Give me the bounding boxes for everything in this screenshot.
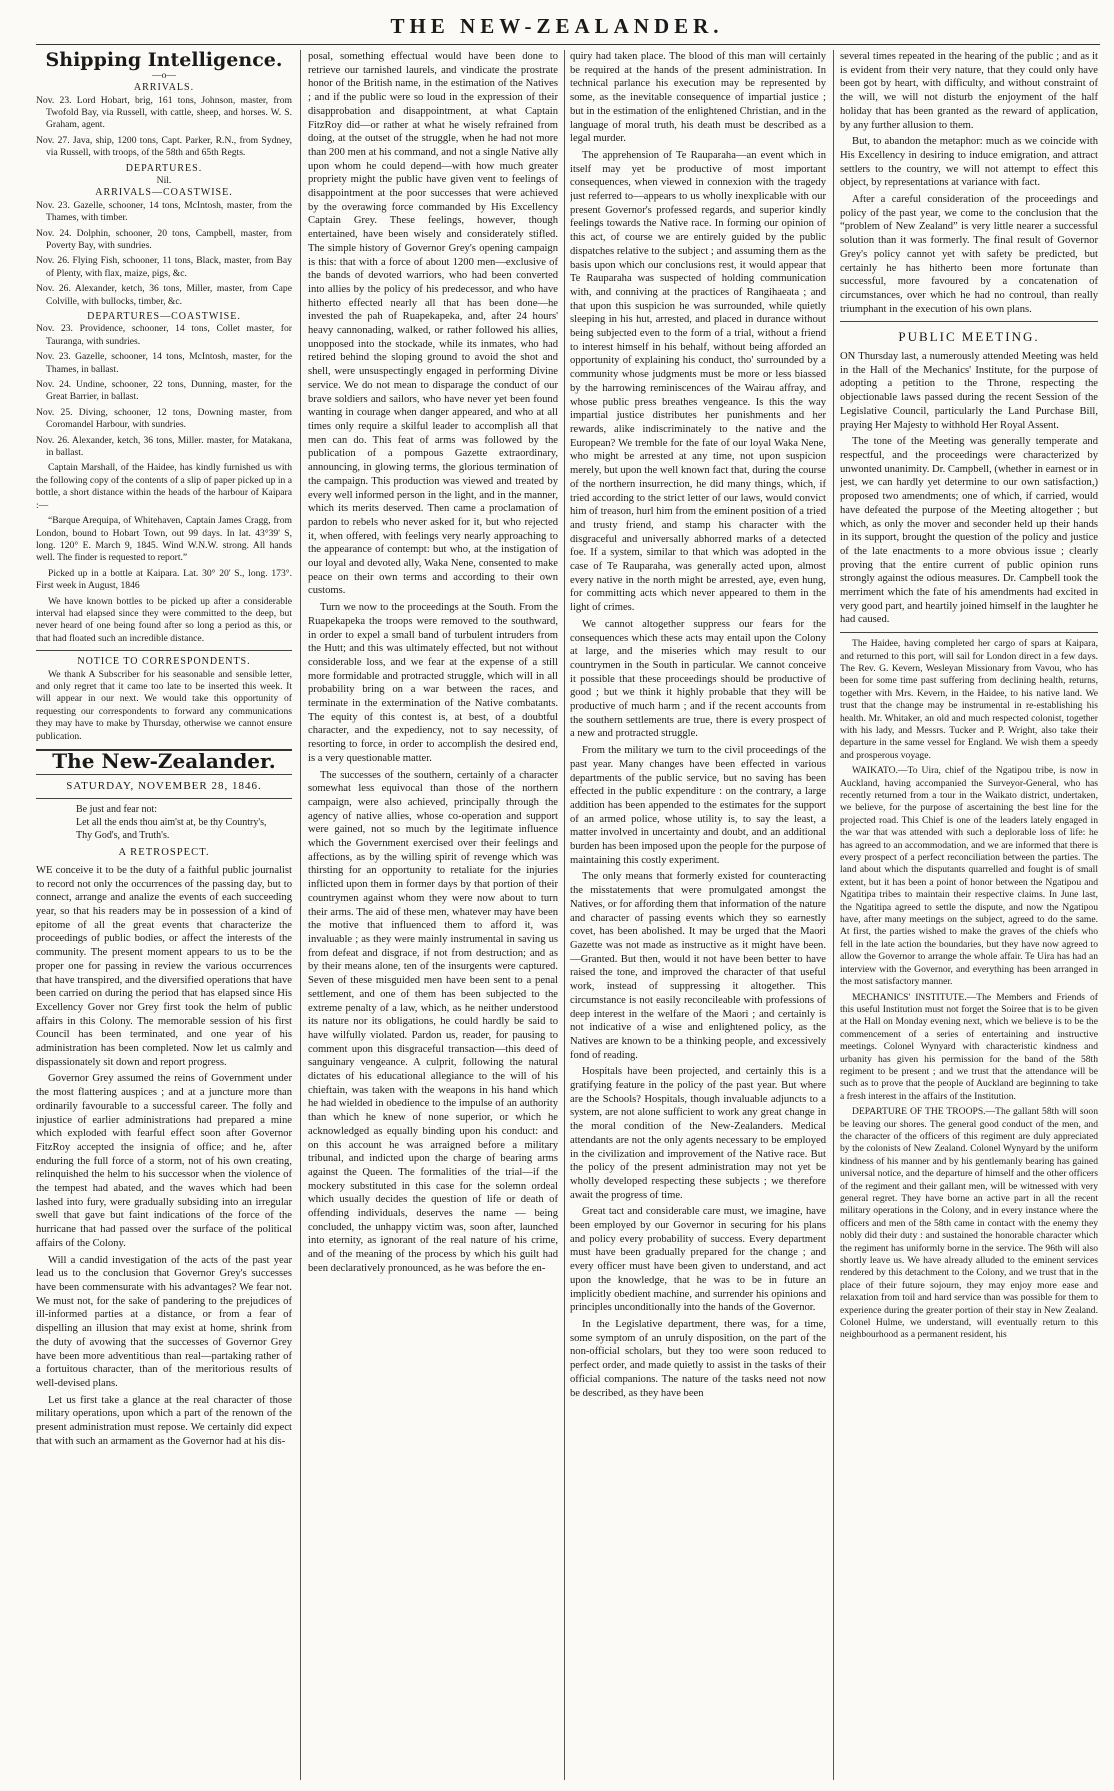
- news-item: The Haidee, having completed her cargo of spars at Kaipara, and returned to this port, will sail for London direct in a few days. The Rev. G. Kevern, Wesleyan Missionary from Vavou, who has been for some time past suffering from declining health, returns, together with Mrs. Kevern, in the Haidee, to his native land. We trust that the change may be instrumental in re-establishing his health. Mr. Whitaker, an old and much respected colonist, together with his lady, and Messrs. Tucker and P. Wright, also take their departure in the same vessel for England. We wish them a speedy and prosperous voyage.: [840, 638, 1098, 761]
- paper-title: The New-Zealander.: [52, 749, 276, 774]
- haidee-note: Captain Marshall, of the Haidee, has kindly furnished us with the following copy of the contents of a slip of paper picked up in a bottle, a short distance within the heads of the harbour of Kaipara :—: [36, 462, 292, 511]
- coastwise-departure-entry: Nov. 25. Diving, schooner, 12 tons, Downing master, from Coromandel Harbour, with sundries.: [36, 406, 292, 431]
- divider: [36, 774, 292, 775]
- departures-nil: Nil.: [156, 174, 172, 186]
- notice-heading: NOTICE TO CORRESPONDENTS.: [77, 656, 251, 668]
- coastwise-departure-entry: Nov. 24. Undine, schooner, 22 tons, Dunning, master, for the Great Barrier, in ballast.: [36, 379, 292, 403]
- coastwise-arrival-entry: Nov. 24. Dolphin, schooner, 20 tons, Campbell, master, from Poverty Bay, with sundries.: [36, 227, 292, 251]
- column-divider: [833, 50, 834, 1780]
- article-paragraph: WE conceive it to be the duty of a faithful public journalist to record not only the occurrences of the passing day, but to connect, arrange and analize the events of each succeeding year, so that his readers may be in possession of a kind of epitome of all the great events that characterize the proceedings of public bodies, or affect the interests of the community. The present moment appears to us to be the proper one for passing in review the various occurrences that have transpired, and the diversified operations that have been carried on during the period that has elapsed since His Excellency Gover nor Grey first took the helm of public affairs in this Colony. The memorable session of his first Council has been terminated, and one year of his administration has been completed. Now let us calmly and dispassionately sit down and report progress.: [36, 864, 292, 1068]
- dateline: SATURDAY, NOVEMBER 28, 1846.: [66, 779, 262, 792]
- article-paragraph: Let us first take a glance at the real character of those military operations, upon which a part of the renown of the present administration must repose. We certainly did expect that with such an armament as the Governor had at his dis-: [36, 1394, 292, 1447]
- coastwise-departure-entry: Nov. 23. Gazelle, schooner, 14 tons, McIntosh, master, for the Thames, in ballast.: [36, 351, 292, 375]
- motto-line: Be just and fear not:: [76, 804, 158, 816]
- motto-line: Let all the ends thou aim'st at, be thy Country's,: [76, 817, 267, 829]
- column-4: [840, 50, 1098, 1780]
- article-paragraph: posal, something effectual would have been done to retrieve our tarnished laurels, and vindicate the prostrate honor of the British name, in the estimation of the Natives ; and if the public were so loud in the expression of their disapprobation and disappointment, at what Captain FitzRoy did—or rather at what he wisely refrained from doing, at the outset of the struggle, when he had not more than 200 men at his command, and not a single Native ally upon whom he could depend—with how much greater propriety might the public have given vent to feelings of disappointment at the poor successes that were achieved by the overawing force commanded by His Excellency Captain Grey. These feelings, however, though entertained, have been wisely and considerately stifled. The simple history of Governor Grey's opening campaign is this: that with a force of about 1200 men—exclusive of the bands of devoted warriors, who had been converted into allies by the policy of his predecessor, and who have hitherto effected nearly all that has been done—he invested the pah of Ruapekapeka, and, after 24 hours' heavy cannonading, walked, or rather followed his allies, unopposed into the stockade, while its inmates, who had retired behind the sloping ground to avoid the shot and shell, were unsuspectingly engaged in performing Divine service. We do not mean to disparage the conduct of our brave soldiers and sailors, who have never yet been found wanting in courage when danger appeared, and who at all times only require a skilful leader to accomplish all that men can do. This feat of arms was followed by the publication of a pompous Gazette extraordinary, announcing, in glowing terms, the glorious termination of the campaign. This production was viewed and treated by every well informed person in the light, and in the manner, which its merits deserved. Then came a proclamation of pardon to rebels who never asked for it, but who rejected it, when offered, with feelings very nearly approaching to the appearance of contempt: but who, at the instigation of our loyal and devoted ally, Waka Nene, consented to make peace on their own terms and according to their own customs.: [308, 51, 558, 597]
- coastwise-arrival-entry: Nov. 26. Alexander, ketch, 36 tons, Miller, master, from Cape Colville, with bullocks, timber, &c.: [36, 283, 292, 307]
- divider: [840, 321, 1098, 322]
- arrival-entry: Nov. 23. Lord Hobart, brig, 161 tons, Johnson, master, from Twofold Bay, via Russell, with cattle, sheep, and horses. W. S. Graham, agent.: [36, 94, 292, 131]
- article-paragraph: Great tact and considerable care must, we imagine, have been employed by our Governor in securing for his plans and policy every probability of success. Every department must have been gradually prepared for the change ; and every officer must have been given to understand, and act upon the knowledge, that he was to be in future an implicitly obedient machine, and surrender his opinions and principles unconditionally into the hands of the Governor.: [570, 1206, 826, 1314]
- article-paragraph: In the Legislative department, there was, for a time, some symptom of an unruly disposition, on the part of the non-official scholars, but they too were soon reduced to perfect order, and made quietly to assist in the tasks of their official companions. The nature of the tasks need not now be described, as they have been: [570, 1318, 826, 1399]
- column-3: [570, 50, 826, 1780]
- article-paragraph: Turn we now to the proceedings at the South. From the Ruapekapeka the troops were removed to the southward, in order to expel a small band of turbulent intruders from the Hutt; and this was ultimately effected, but not without considerable loss, and we fear at the expense of a still more formidable and protracted struggle, which will in all probability bring on a war between the races, and terminate in the extermination of the Native combatants. The equity of this contest is, at best, of a doubtful character, and the expediency, not to say necessity, of resorting to force, in order to accomplish the desired end, is a very questionable matter.: [308, 602, 558, 764]
- bottle-found: Picked up in a bottle at Kaipara. Lat. 30° 20' S., long. 173°. First week in August, 1846: [36, 567, 292, 592]
- masthead: THE NEW-ZEALANDER.: [390, 14, 724, 38]
- coastwise-departures-label: DEPARTURES—COASTWISE.: [87, 311, 241, 323]
- article-paragraph: The only means that formerly existed for counteracting the misstatements that were promulgated amongst the Natives, or for affording them that information of the nature and character of passing events which they so earnestly covet, has been abolished. It may be urged that the Maori Gazette was not made as instructive as it might have been.—Granted. But then, would it not have been better to have raised the tone, and improved the character of that useful work, instead of suppressing it altogether. This circumstance is not easily reconcileable with professions of deep interest in the welfare of the Maori ; and certainly is not indicative of a wise and enlightened policy, as the Natives are known to be a thinking people, and excessively fond of reading.: [570, 871, 826, 1061]
- divider: [36, 798, 292, 799]
- article-paragraph: Will a candid investigation of the acts of the past year lead us to the conclusion that Governor Grey's successes have been commensurate with his advantages? We fear not. We must not, for the sake of pandering to the prejudices of ill-informed parties at a distance, or from a fear of dispelling an illusion that may exist at home, shrink from the duty of avowing that the successes of Governor Grey have been more adventitious than real—partaking rather of a fortuitous character, than of the meritorious results of well-devised plans.: [36, 1254, 292, 1389]
- article-paragraph: several times repeated in the hearing of the public ; and as it is evident from their very nature, that they could only have been got by heart, with difficulty, and without constraint of the will, we will not disturb the enjoyment of the half holiday that has been granted as the reward of application, by any further allusion to them.: [840, 51, 1098, 131]
- news-item: DEPARTURE OF THE TROOPS.—The gallant 58th will soon be leaving our shores. The general good conduct of the men, and the character of the officers of this regiment are duly appreciated by the colonists of New Zealand. Colonel Wynyard by the uniform kindness of his manner and by his gentlemanly bearing has gained universal notice, and the departure of himself and the other officers of the regiment and their gallant men, will be witnessed with very general regret. They have borne an active part in all the recent military operations in the Colony, and in every instance where the officers and men of the 58th came in contact with the enemy they nobly did their duty : and sustained the honorable character which the regiment has uniformly borne in the service. The 96th will also shortly leave us. We have already alluded to the eminent services rendered by this detachment to the Colony, and we trust that in the place of their future sojourn, they may enjoy more ease and relaxation from toil and hard service than was possible for them to experience during the greater portion of their stay in New Zealand. Colonel Hulme, we understand, will eventually return to this neighbourhood as a permanent resident, his: [840, 1106, 1098, 1341]
- meeting-heading: PUBLIC MEETING.: [898, 329, 1040, 345]
- article-paragraph: But, to abandon the metaphor: much as we coincide with His Excellency in desiring to induce emigration, and attract settlers to the country, we will not attempt to effect this object, by representations at variance with fact.: [840, 136, 1098, 189]
- coastwise-departure-entry: Nov. 23. Providence, schooner, 14 tons, Collet master, for Tauranga, with sundries.: [36, 323, 292, 347]
- article-title: A RETROSPECT.: [118, 847, 210, 859]
- article-paragraph: The successes of the southern, certainly of a character somewhat less equivocal than those of the northern campaign, were also achieved, principally through the agency of native allies, whose co-operation and support were gained, not so much by the legitimate influence which the Government exercised over their feelings and affections, as by the willing spirit of revenge which was thirsting for an opportunity to retaliate for the injuries inflicted upon them in former days by that portion of their countrymen against whom they were now about to turn their arms. The aid of these men, whatever may have been the motive that influenced them to afford it, was invaluable ; as they were mainly instrumental in saving us from defeat and disgrace, if not from destruction; and as by their means alone, ten of the insurgents were captured. Seven of these misguided men have been sent to a penal settlement, and one of them has been subjected to the extreme penalty of a law, which, as he neither understood its nature nor its obligations, he could hardly be said to have wilfully violated. Pardon us, reader, for pausing to comment upon this disgraceful transaction—this deed of sanguinary vengeance. A culprit, following the natural dictates of his educational allegiance to the will of his chieftain, was taken with the weapons in his hand which he had wielded in obedience to the impulse of an authority than which he knew of none superior, or which he acknowledged as equally binding upon his conduct: and on this account he was arraigned before a military tribunal, and indicted upon the charge of bearing arms against the Queen. The formalities of the trial—if the mockery substituted in this case for the solemn ordeal which usually decides the question of life or death of offending individuals, deserves the name — being concluded, the unhappy victim was, soon after, launched into eternity, as ignorant of the real nature of his crime, and of the meaning of the process by which his guilt had been declaratively pronounced, as he was before the en-: [308, 769, 558, 1274]
- article-paragraph: quiry had taken place. The blood of this man will certainly be required at the hands of the present administration. In technical parlance his execution may be represented by some, as the inevitable consequence of impartial justice ; but in the estimation of the enlightened Christian, and in the language of moral truth, his death must be described as a legal murder.: [570, 51, 826, 145]
- bottle-message: “Barque Arequipa, of Whitehaven, Captain James Cragg, from London, bound to Hobart Town, out 99 days. In lat. 43°39' S, long. 120° E. March 9, 1845. Wind W.N.W. strong. All hands well. The finder is requested to report.”: [36, 515, 292, 564]
- meeting-paragraph: The tone of the Meeting was generally temperate and respectful, and the proceedings were characterized by unwonted unanimity. Dr. Campbell, (whether in earnest or in jest, we can hardly yet determine to our own satisfaction,) proposed two amendments; one of which, if carried, would have defeated the purpose of the Meeting altogether ; but which, as only the mover and seconder held up their hands in its support, brought the question of the policy and justice of the late enactments to a more obvious issue ; clearly proving that the entire current of public opinion runs strongly against the odious measures. Dr. Campbell took the merriment which the fate of his amendments had excited in very good part, and heartily joined himself in the laughter he had caused.: [840, 436, 1098, 626]
- coastwise-departure-entry: Nov. 26. Alexander, ketch, 36 tons, Miller. master, for Matakana, in ballast.: [36, 434, 292, 459]
- coastwise-arrivals-label: ARRIVALS—COASTWISE.: [95, 187, 233, 199]
- notice-text: We thank A Subscriber for his seasonable and sensible letter, and only regret that it came too late to be inserted this week. It will appear in our next. We would take this opportunity of requesting our correspondents to forward any communications they may have to make by Thursday, otherwise we cannot ensure publication.: [36, 668, 292, 742]
- column-divider: [564, 50, 565, 1780]
- arrival-entry: Nov. 27. Java, ship, 1200 tons, Capt. Parker, R.N., from Sydney, via Russell, with troops, of the 58th and 65th Regts.: [36, 134, 292, 159]
- bottle-remark: We have known bottles to be picked up after a considerable interval had elapsed since they were committed to the deep, but never heard of one being found after so long a period as this, or that had floated such an incredible distance.: [36, 595, 292, 644]
- article-paragraph: The apprehension of Te Rauparaha—an event which in itself may yet be productive of most important consequences, when viewed in connexion with the tragedy just referred to—appears to us wholly inexplicable with our present Governor's professed regards, and superior kindly feelings towards the Native race. In forming our opinion of this act, of course we are entirely guided by the public dispatches relative to the subject ; and assuming them as the basis upon which our conclusions rest, it would appear that Te Rauparaha was suspected of holding communication with, and conniving at the practices of Rangihaeata ; and that upon this suspicion he was surrounded, while quietly sleeping in his hut, arrested, and placed in durance without being subjected even to the form of a trial, without a friend to interest himself in his behalf, without being afforded an opportunity of explaining his conduct, tho' surrounded by a community whose judgments must be more or less biassed by the harrowing reminiscences of the Wairau affray, and whose public press breathes vengeance. Is this the way impartial justice distributes her punishments and her rewards, alike indiscriminately to the native and the European? We tremble for the fate of our loyal Waka Nene, who might be arrested at any time, not upon suspicion merely, but upon the well known fact that, during the course of the northern insurrection, he did many things, which, if tried according to the strict letter of our laws, would convict him of treason, hurl him from the eminent position of a tried and trusty friend, and stamp his character with the disgraceful and universally abhorred marks of a detected foe. If a system, similar to that which was adopted in the case of Te Rauparaha, was generally acted upon, almost every native in the north might be arrested, aye, even hung, for committing acts which never appeared to them in the light of crimes.: [570, 149, 826, 614]
- coastwise-arrival-entry: Nov. 26. Flying Fish, schooner, 11 tons, Black, master, from Bay of Plenty, with flax, maize, pigs, &c.: [36, 255, 292, 279]
- article-paragraph: From the military we turn to the civil proceedings of the past year. Many changes have been effected in various departments of the public service, but no saving has been effected in the public expenditure : on the contrary, a large addition has been appended to the estimates for the support of an armed police, whose utility is, to say the least, a matter involved in uncertainty and doubt, and an additional burden has been imposed upon the people for the purpose of maintaining this costly experiment.: [570, 745, 826, 866]
- coastwise-arrival-entry: Nov. 23. Gazelle, schooner, 14 tons, McIntosh, master, from the Thames, with timber.: [36, 199, 292, 224]
- news-item: WAIKATO.—To Uira, chief of the Ngatipou tribe, is now in Auckland, having accompanied the Surveyor-General, who has recently returned from a tour in the Waikato district, undertaken, we believe, for the purpose of ascertaining the best line for the projected road. This Chief is one of the leaders lately engaged in the war that was attended with such a deplorable loss of life: he has agreed to an accommodation, and we are informed that there is every prospect of a perfect reconciliation between the parties. The land about which the disputants quarrelled and fought is of small extent, but it has been a point of honor between the Ngatipou and Ngatitipa tribes to maintain their respective claims. In June last, the Ngatitipa agreed to settle the dispute, and now the Ngatipou have, after many meetings on the subject, agreed to do the same. At first, the parties wished to make the graves of the chiefs who fell in the late action the boundaries, but they have now agreed to allow the Governor to arrange the whole affair. Te Uira has had an interview with the Governor, and everything has been arranged in the most satisfactory manner.: [840, 765, 1098, 988]
- motto-line: Thy God's, and Truth's.: [76, 829, 170, 841]
- shipping-heading: Shipping Intelligence.: [45, 50, 283, 71]
- column-1: [36, 50, 292, 1780]
- article-paragraph: We cannot altogether suppress our fears for the consequences which these acts may entail upon the Colony at large, and the miseries which may result to our countrymen in the South in particular. We cannot conceive it possible that these proceedings should be productive of good ; but we think it highly probable that they will be productive of much harm ; and if the recent accounts from the southern settlements are true, there is every prospect of a new and protracted struggle.: [570, 618, 826, 740]
- article-paragraph: After a careful consideration of the proceedings and policy of the past year, we come to the conclusion that the “problem of New Zealand” is very little nearer a successful solution than it was formerly. The final result of Governor Grey's policy cannot yet with safety be predicted, but certainly he has hitherto been more fortunate than successful, more favoured by a concatenation of circumstances, over which he had no controul, than really triumphant in the execution of his own plans.: [840, 194, 1098, 315]
- separator: —o—: [152, 69, 176, 81]
- arrivals-label: ARRIVALS.: [133, 82, 195, 94]
- column-divider: [300, 50, 301, 1780]
- article-paragraph: Hospitals have been projected, and certainly this is a gratifying feature in the policy of the past year. But where are the Schools? Hospitals, though invaluable adjuncts to a system, are not alone sufficient to work any great change in the moral condition of the New-Zealanders. Medical attendants are not the only agents necessary to be employed in the civilization and improvement of the Native race. But the policy of the present administration may not yet be wholly developed respecting these subjects ; we therefore await the progress of time.: [570, 1066, 826, 1201]
- divider: [36, 650, 292, 651]
- article-paragraph: Governor Grey assumed the reins of Government under the most flattering auspices ; and at a juncture more than ordinarily favourable to a successful career. The folly and injustice of earlier administrations had prepared a mine which exploded with fearful effect soon after Governor FitzRoy accepted the insignia of office; and he, after enduring the full force of a storm, not of his own creating, relinquished the helm to his successor when the violence of the tempest had abated, and the waves which had been lashed into fury, were gradually subsiding into an irregular swell that gave but faint indications of the force of the hurricane that had passed over the surface of the political affairs of the Colony.: [36, 1073, 292, 1249]
- news-item: MECHANICS' INSTITUTE.—The Members and Friends of this useful Institution must not forget the Soiree that is to be given at the Hall on Monday evening next, which we believe is to be the commencement of a series of entertaining and instructive meetings. Colonel Wynyard with characteristic kindness and urbanity has given his permission for the band of the 58th regiment to be present ; and we trust that the attendance will be such as to prove that the people of Auckland are beginning to take a fresh interest in the affairs of the Institution.: [840, 991, 1098, 1102]
- masthead-rule: [36, 44, 1100, 45]
- column-2: [308, 50, 558, 1780]
- meeting-paragraph: ON Thursday last, a numerously attended Meeting was held in the Hall of the Mechanics' Institute, for the purpose of adopting a petition to the Throne, respecting the objectionable laws passed during the recent Session of the Legislative Council, particularly the Land Purchase Bill, praying Her Majesty to withhold Her Royal Assent.: [840, 351, 1098, 431]
- departures-label: DEPARTURES.: [125, 162, 203, 174]
- divider: [840, 632, 1098, 633]
